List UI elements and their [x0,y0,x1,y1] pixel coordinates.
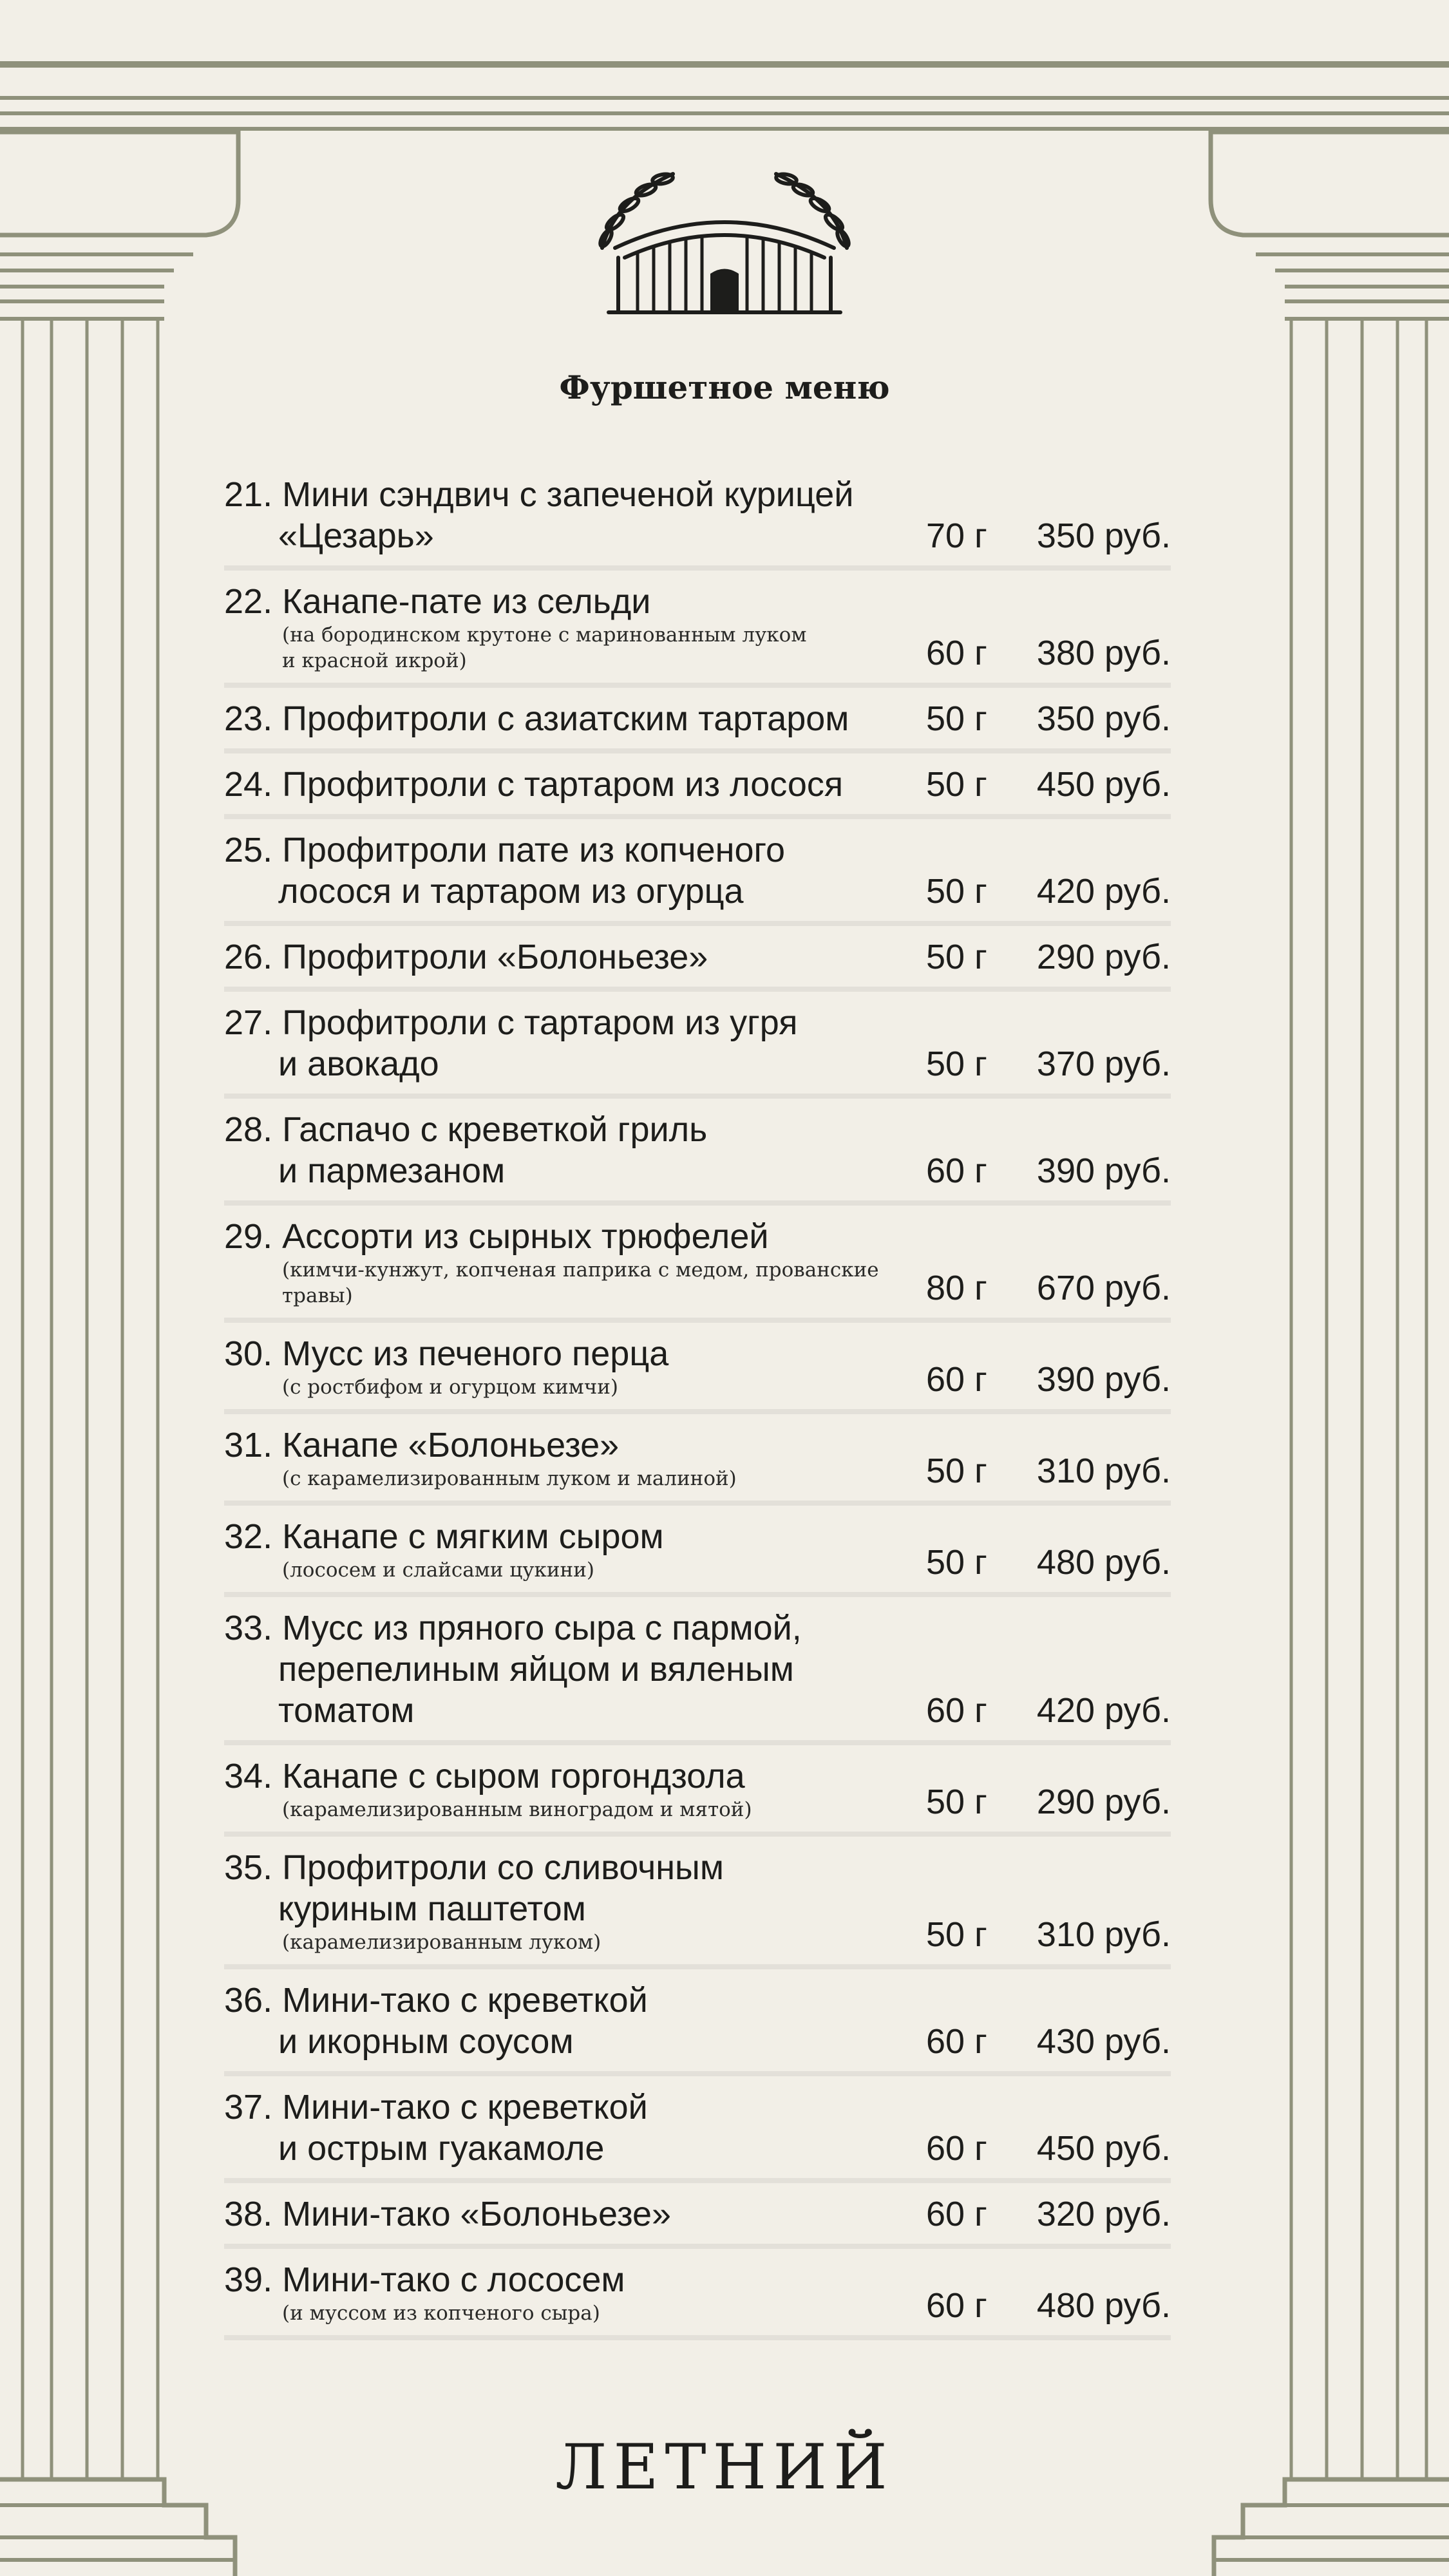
menu-item-name-line: 21. Мини сэндвич с запеченой курицей [224,475,854,514]
menu-item-price: 380 руб. [1036,634,1171,672]
menu-item [224,1837,1171,1969]
menu-item-name-line: и икорным соусом [278,2022,574,2061]
menu-item-note: (лососем и слайсами цукини) [282,1558,594,1582]
menu-item-name [224,2193,926,2235]
menu-item-price: 390 руб. [1036,1360,1171,1399]
menu-item-name-line: перепелиным яйцом и вяленым [278,1650,794,1689]
menu-item-weight: 50 г [926,765,987,804]
menu-item [224,2249,1171,2340]
menu-item-name-line: 23. Профитроли с азиатским тартаром [224,699,849,738]
menu-item-price: 310 руб. [1036,1452,1171,1490]
menu-item-name-line: и острым гуакамоле [278,2129,605,2168]
menu-item-weight: 70 г [926,516,987,555]
menu-item-weight: 60 г [926,1360,987,1399]
menu-item-name-line: 38. Мини-тако «Болоньезе» [224,2195,672,2233]
menu-item-weight: 50 г [926,1045,987,1083]
menu-item-weight: 60 г [926,634,987,672]
menu-item-name [224,1425,926,1492]
menu-item-name [224,2087,926,2169]
menu-item-name [224,1516,926,1583]
menu-item-name-line: 22. Канапе-пате из сельди [224,582,651,621]
menu-item-note: (карамелизированным виноградом и мятой) [282,1798,752,1821]
menu-item-price: 420 руб. [1036,1691,1171,1730]
menu-item-weight: 50 г [926,1543,987,1582]
menu-item-name-line: 35. Профитроли со сливочным [224,1848,724,1887]
menu-item-name-line: 27. Профитроли с тартаром из угря [224,1003,798,1042]
menu-item-weight: 60 г [926,2195,987,2233]
menu-item [224,926,1171,992]
menu-item-name-line: 34. Канапе с сыром горгондзола [224,1757,745,1795]
menu-item-name-line: и пармезаном [278,1151,506,1190]
menu-item-price: 290 руб. [1036,1783,1171,1821]
menu-item-price: 430 руб. [1036,2022,1171,2061]
menu-item-weight: 50 г [926,699,987,738]
menu-item-name-line: 37. Мини-тако с креветкой [224,2088,648,2126]
menu-item-name [224,698,926,739]
menu-item-name-line: 26. Профитроли «Болоньезе» [224,938,708,976]
menu-item [224,2076,1171,2183]
menu-item-price: 450 руб. [1036,2129,1171,2168]
menu-item-price: 350 руб. [1036,516,1171,555]
menu-item [224,571,1171,688]
menu-list [224,464,1171,2340]
menu-item-weight: 60 г [926,1691,987,1730]
menu-item-note: (на бородинском крутоне с маринованным луком [282,623,807,647]
menu-item-weight: 50 г [926,1915,987,1954]
menu-item-note: и красной икрой) [282,649,467,672]
menu-item [224,992,1171,1099]
menu-item-note: (карамелизированным луком) [282,1931,601,1954]
menu-item-name-line: 32. Канапе с мягким сыром [224,1517,664,1556]
menu-item-price: 290 руб. [1036,938,1171,976]
menu-item [224,1506,1171,1597]
menu-item-weight: 50 г [926,1783,987,1821]
menu-item [224,1745,1171,1837]
menu-item-name [224,1333,926,1400]
menu-item-price: 480 руб. [1036,1543,1171,1582]
menu-item-price: 450 руб. [1036,765,1171,804]
menu-item [224,688,1171,753]
menu-item-name [224,1002,926,1084]
menu-item-name-line: 31. Канапе «Болоньезе» [224,1426,620,1464]
menu-item-price: 350 руб. [1036,699,1171,738]
menu-item-name [224,936,926,978]
menu-item-name-line: 28. Гаспачо с креветкой гриль [224,1110,708,1149]
menu-item-name [224,1216,926,1309]
menu-item-note: (с карамелизированным луком и малиной) [282,1467,737,1490]
menu-item-weight: 60 г [926,1151,987,1190]
menu-item-price: 480 руб. [1036,2286,1171,2325]
menu-item-name-line: «Цезарь» [278,516,434,555]
menu-item [224,2183,1171,2249]
menu-item-price: 420 руб. [1036,872,1171,911]
menu-item [224,1414,1171,1506]
menu-item-price: 390 руб. [1036,1151,1171,1190]
menu-item-weight: 50 г [926,872,987,911]
menu-item-name-line: 36. Мини-тако с креветкой [224,1981,648,2020]
menu-item-name [224,474,926,556]
menu-item-weight: 80 г [926,1269,987,1307]
menu-title: Фуршетное меню [559,368,890,406]
menu-item-name [224,1847,926,1955]
menu-item-note: (и муссом из копченого сыра) [282,2302,600,2325]
menu-item-name-line: 24. Профитроли с тартаром из лосося [224,765,844,804]
menu-item [224,753,1171,819]
menu-item-name-line: куриным паштетом [278,1889,586,1928]
menu-item-note: (кимчи-кунжут, копченая паприка с медом, прованские травы) [282,1258,879,1307]
menu-item-weight: 60 г [926,2129,987,2168]
menu-item-weight: 60 г [926,2022,987,2061]
menu-item-note: (с ростбифом и огурцом кимчи) [282,1376,619,1399]
menu-item-name-line: 25. Профитроли пате из копченого [224,831,786,869]
menu-item-weight: 50 г [926,938,987,976]
menu-item-price: 670 руб. [1036,1269,1171,1307]
menu-item-name-line: томатом [278,1691,415,1730]
menu-item-name-line: 33. Мусс из пряного сыра с пармой, [224,1609,802,1647]
menu-item [224,464,1171,571]
menu-item-price: 310 руб. [1036,1915,1171,1954]
menu-item-name [224,764,926,805]
menu-item [224,1323,1171,1414]
menu-item-name-line: лосося и тартаром из огурца [278,872,744,911]
stadium-with-laurel-icon [589,161,860,322]
menu-item [224,1099,1171,1206]
menu-item-weight: 50 г [926,1452,987,1490]
menu-item-price: 320 руб. [1036,2195,1171,2233]
menu-item-name-line: 30. Мусс из печеного перца [224,1334,669,1373]
menu-item-name [224,2259,926,2326]
menu-item [224,1597,1171,1745]
menu-item [224,1969,1171,2076]
menu-item-name-line: и авокадо [278,1045,439,1083]
menu-item [224,1206,1171,1323]
menu-item-name [224,1607,926,1731]
menu-item-name [224,1756,926,1823]
menu-item [224,819,1171,926]
menu-item-name [224,581,926,674]
menu-item-name [224,829,926,912]
menu-item-name [224,1109,926,1191]
menu-item-name [224,1980,926,2062]
menu-item-name-line: 39. Мини-тако с лососем [224,2260,625,2299]
brand-logo-text: ЛЕТНИЙ [555,2431,894,2503]
menu-item-name-line: 29. Ассорти из сырных трюфелей [224,1217,769,1256]
menu-item-weight: 60 г [926,2286,987,2325]
menu-item-price: 370 руб. [1036,1045,1171,1083]
